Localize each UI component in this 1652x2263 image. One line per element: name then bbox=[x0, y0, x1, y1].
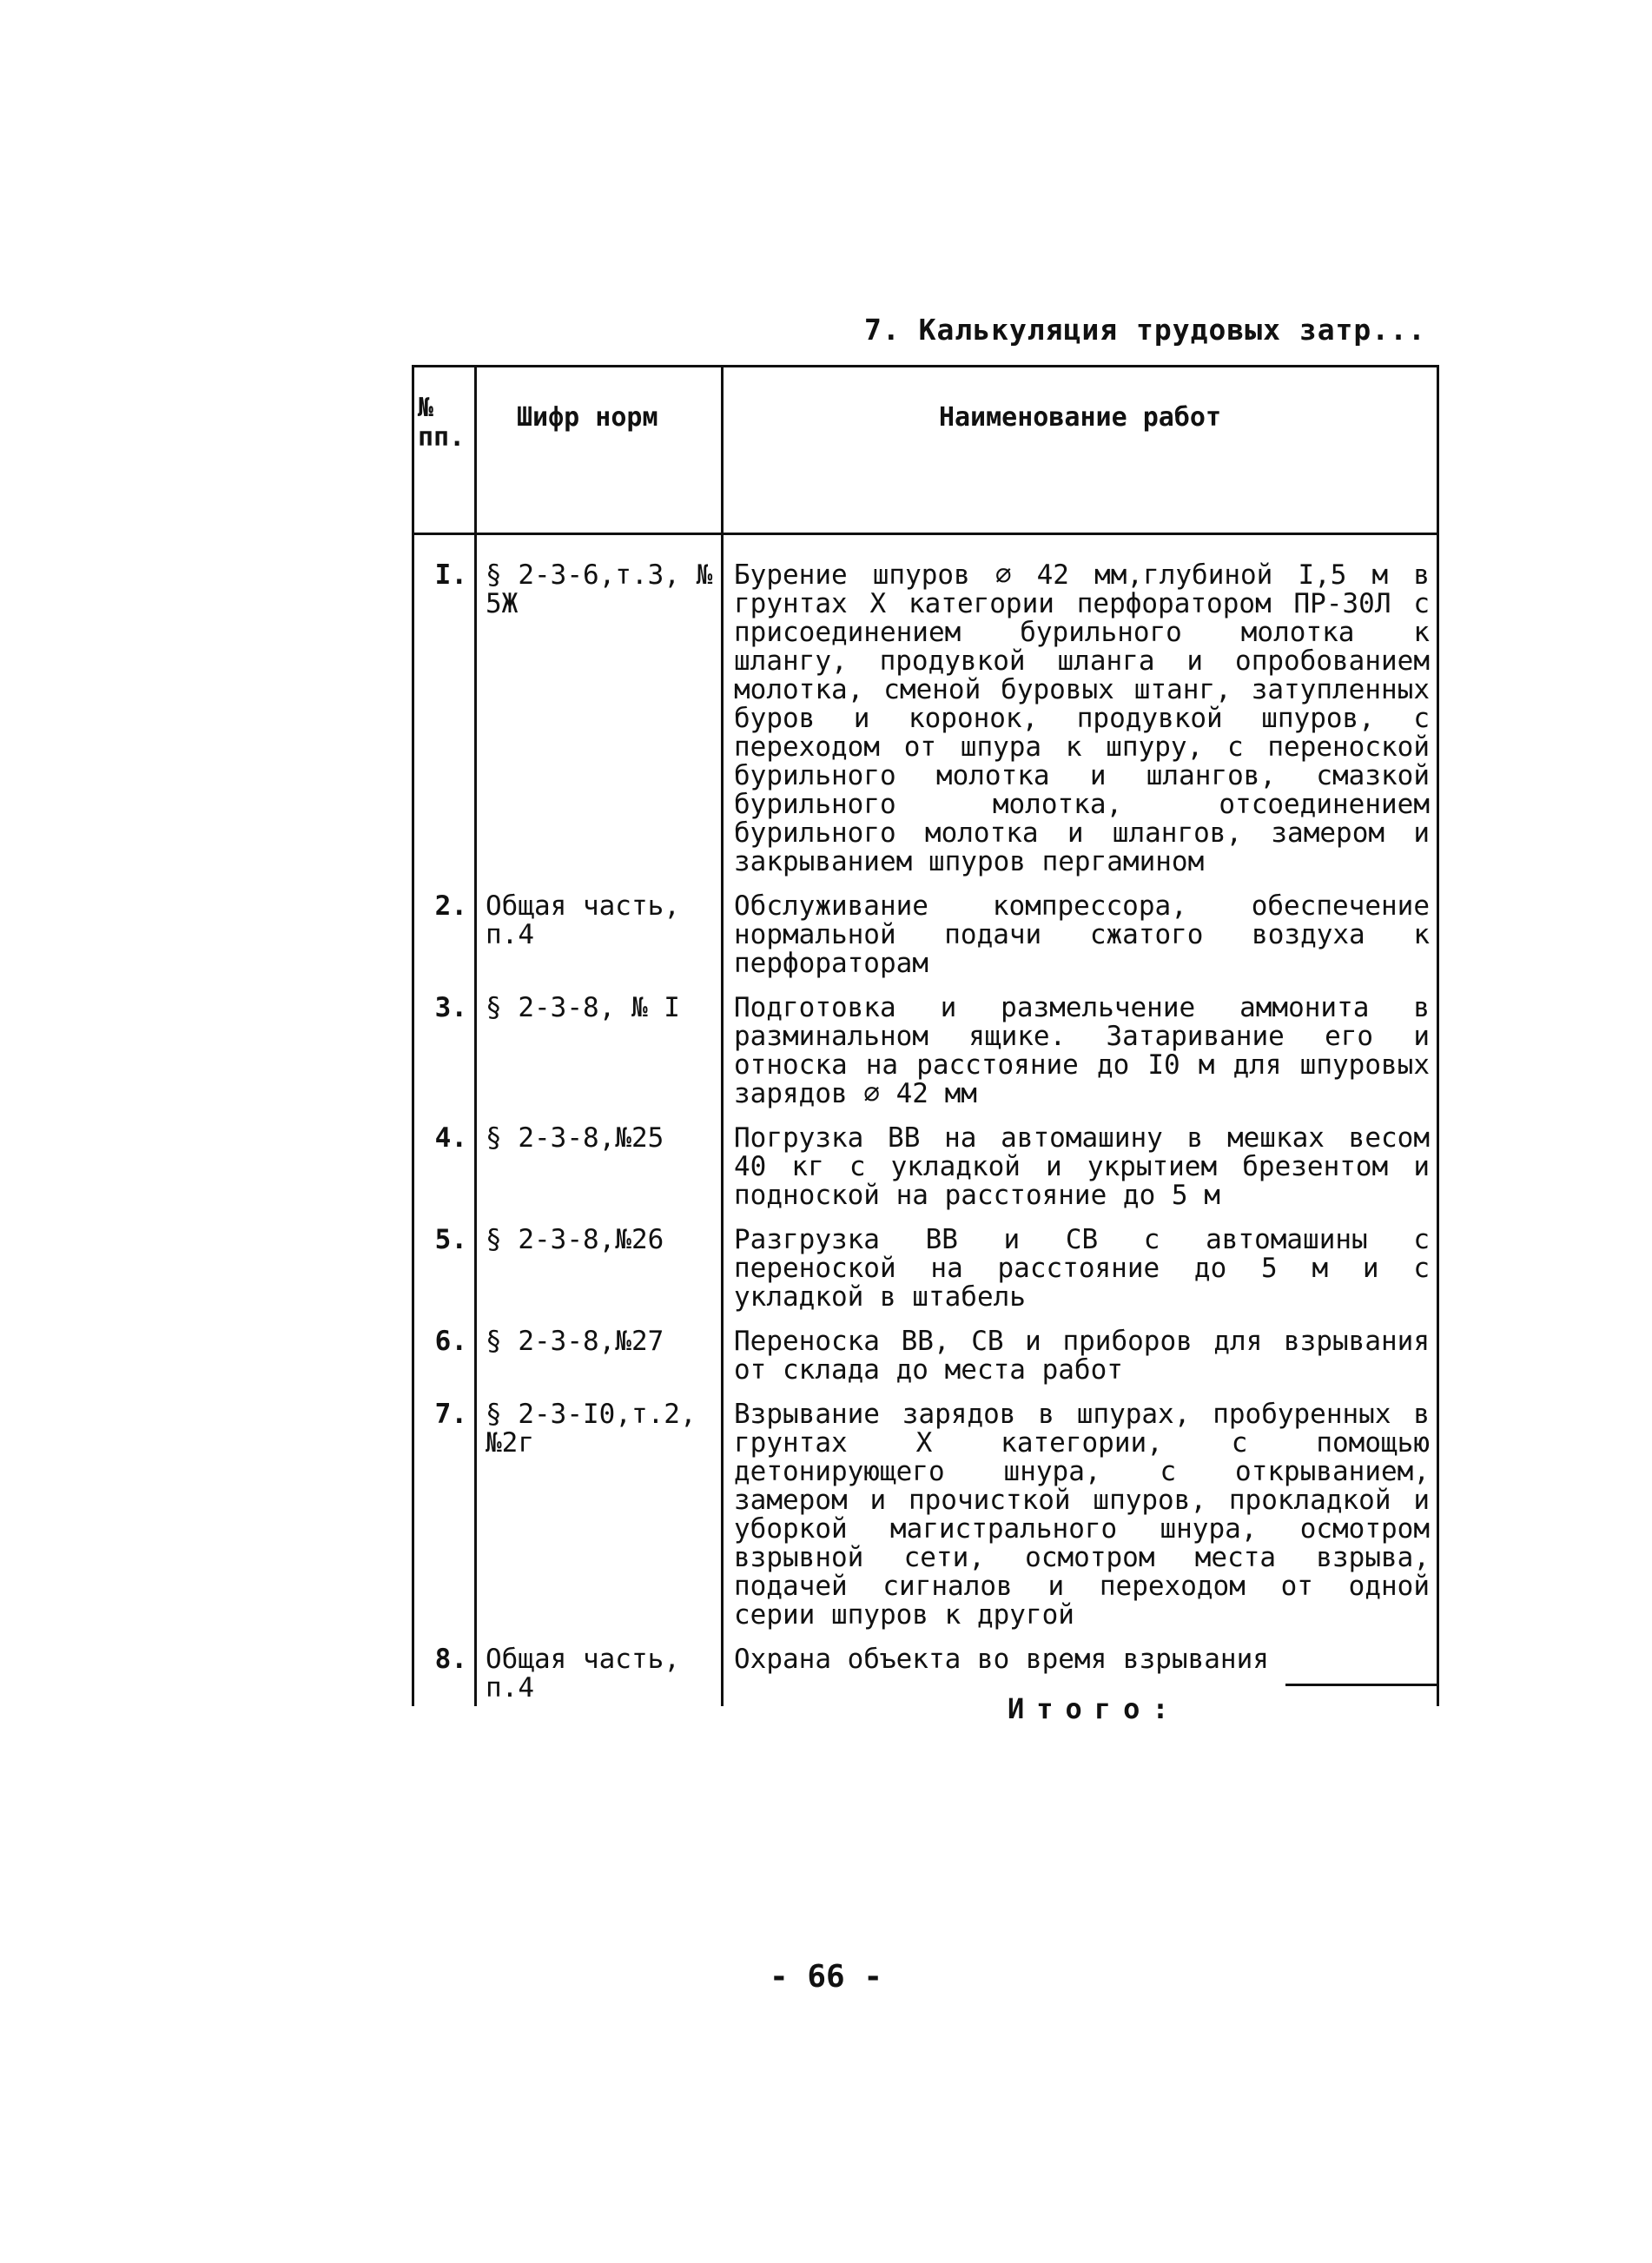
row-code: Общая часть, п.4 bbox=[476, 892, 723, 994]
table-row bbox=[413, 1645, 1438, 1706]
table-row bbox=[413, 1327, 1438, 1400]
row-number: 7. bbox=[413, 1400, 476, 1645]
row-number: 3. bbox=[413, 994, 476, 1124]
row-code: § 2-3-8,№25 bbox=[476, 1124, 723, 1226]
row-number: 4. bbox=[413, 1124, 476, 1226]
total-rule bbox=[1285, 1684, 1437, 1686]
row-number: I. bbox=[413, 534, 476, 893]
row-work-name: Подготовка и размельчение аммонита в разминальном ящике. Затаривание его и относка на расстояние до I0 м для шпуровых зарядов ∅ 42 мм bbox=[723, 994, 1438, 1124]
section-heading: 7. Калькуляция трудовых затр... bbox=[864, 313, 1426, 347]
table-row bbox=[413, 892, 1438, 994]
table bbox=[412, 365, 1439, 1706]
row-number: 2. bbox=[413, 892, 476, 994]
column-header-name-label: Наименование работ bbox=[938, 402, 1222, 433]
row-work-name: Разгрузка ВВ и СВ с автомашины с переноской на расстояние до 5 м и с укладкой в штабель bbox=[723, 1226, 1438, 1327]
row-work-name: Обслуживание компрессора, обеспечение нормальной подачи сжатого воздуха к перфораторам bbox=[723, 892, 1438, 994]
row-code: § 2-3-6,т.3, № 5Ж bbox=[476, 534, 723, 893]
column-header-number-label: № пп. bbox=[418, 393, 466, 453]
row-number: 6. bbox=[413, 1327, 476, 1400]
column-header-code bbox=[476, 367, 723, 534]
row-code: § 2-3-8, № I bbox=[476, 994, 723, 1124]
total-label: Итого: bbox=[1008, 1692, 1181, 1725]
row-work-name: Взрывание зарядов в шпурах, пробуренных в грунтах Х категории, с помощью детонирующего шнура, с открыванием, замером и прочисткой шпуров, прокладкой и уборкой магистрального шнура, осмотром взрывной сети, осмотром места взрыва, подачей сигналов и переходом от одной серии шпуров к другой bbox=[723, 1400, 1438, 1645]
page-number: - 66 - bbox=[769, 1959, 883, 1995]
column-header-name bbox=[723, 367, 1438, 534]
row-code: Общая часть, п.4 bbox=[476, 1645, 723, 1706]
table-header bbox=[413, 367, 1438, 534]
column-header-code-label: Шифр норм bbox=[517, 402, 658, 433]
row-work-name: Охрана объекта во время взрывания bbox=[723, 1645, 1438, 1706]
row-code: § 2-3-8,№26 bbox=[476, 1226, 723, 1327]
labor-calculation-table bbox=[412, 365, 1437, 1706]
table-row bbox=[413, 994, 1438, 1124]
row-number: 5. bbox=[413, 1226, 476, 1327]
table-row bbox=[413, 1124, 1438, 1226]
row-code: § 2-3-I0,т.2, №2г bbox=[476, 1400, 723, 1645]
row-work-name: Погрузка ВВ на автомашину в мешках весом 40 кг с укладкой и укрытием брезентом и подноской на расстояние до 5 м bbox=[723, 1124, 1438, 1226]
row-number: 8. bbox=[413, 1645, 476, 1706]
table-row bbox=[413, 1400, 1438, 1645]
row-code: § 2-3-8,№27 bbox=[476, 1327, 723, 1400]
table-row bbox=[413, 1226, 1438, 1327]
row-work-name: Переноска ВВ, СВ и приборов для взрывания от склада до места работ bbox=[723, 1327, 1438, 1400]
column-header-number bbox=[413, 367, 476, 534]
table-body bbox=[413, 534, 1438, 1707]
table-row bbox=[413, 534, 1438, 893]
row-work-name: Бурение шпуров ∅ 42 мм,глубиной I,5 м в грунтах Х категории перфоратором ПР-30Л с присоединением бурильного молотка к шлангу, продувкой шланга и опробованием молотка, сменой буровых штанг, затупленных буров и коронок, продувкой шпуров, с переходом от шпура к шпуру, с переноской бурильного молотка и шлангов, смазкой бурильного молотка, отсоединением бурильного молотка и шлангов, замером и закрыванием шпуров пергамином bbox=[723, 534, 1438, 893]
